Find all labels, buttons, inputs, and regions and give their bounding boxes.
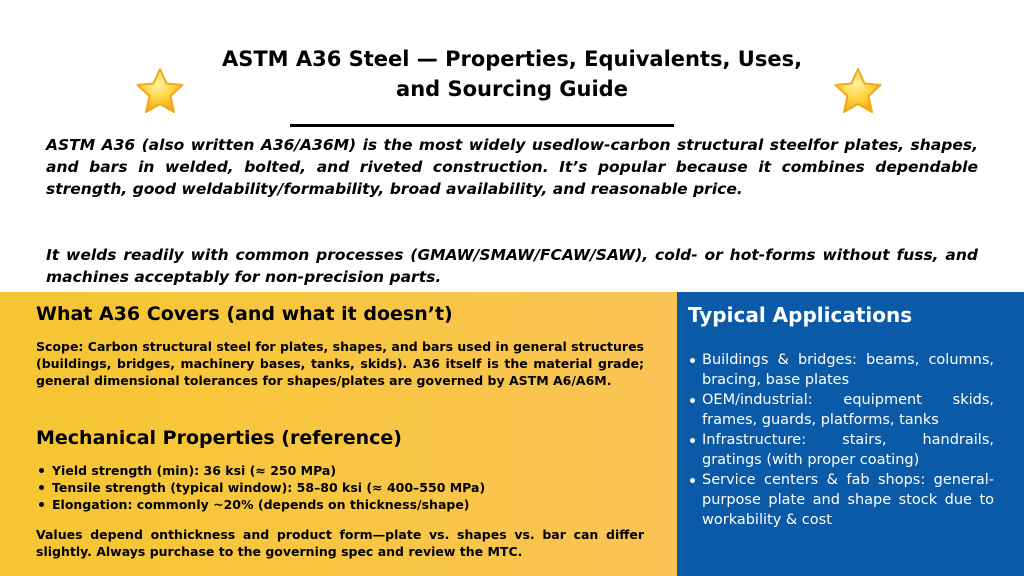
applications-heading: Typical Applications (688, 303, 913, 327)
coverage-heading: What A36 Covers (and what it doesn’t) (36, 303, 453, 325)
page-title: ASTM A36 Steel — Properties, Equivalents, Uses, and Sourcing Guide (221, 47, 803, 101)
star-icon (832, 66, 884, 116)
list-item: Buildings & bridges: beams, columns, bracing, base plates (688, 350, 994, 390)
applications-list (688, 350, 994, 530)
intro-paragraph: ASTM A36 (also written A36/A36M) is the most widely usedlow-carbon structural steelfor plates, shapes, and bars in welded, bolted, and riveted construction. It’s popular because it combines dependable strength, good weldability/formability, broad availability, and reasonable price. (46, 136, 978, 198)
title-underline (290, 124, 674, 127)
mechanical-list (36, 462, 656, 513)
mechanical-heading: Mechanical Properties (reference) (36, 427, 402, 449)
list-item: Yield strength (min): 36 ksi (≈ 250 MPa) (36, 462, 656, 479)
list-item: Service centers & fab shops: general-purpose plate and shape stock due to workability & cost (688, 470, 994, 530)
mechanical-note: Values depend onthickness and product form—plate vs. shapes vs. bar can differ slightly. Always purchase to the governing spec and review the MTC. (36, 527, 644, 559)
list-item: OEM/industrial: equipment skids, frames, guards, platforms, tanks (688, 390, 994, 430)
list-item: Elongation: commonly ~20% (depends on thickness/shape) (36, 496, 656, 513)
list-item: Tensile strength (typical window): 58–80 ksi (≈ 400–550 MPa) (36, 479, 656, 496)
star-icon (134, 66, 186, 116)
list-item: Infrastructure: stairs, handrails, gratings (with proper coating) (688, 430, 994, 470)
coverage-text: Scope: Carbon structural steel for plates, shapes, and bars used in general structures (buildings, bridges, machinery bases, tanks, skids). A36 itself is the material grade; general dimensional tolerances for shapes/plates are governed by ASTM A6/A6M. (36, 339, 644, 388)
intro-paragraph-2: It welds readily with common processes (GMAW/SMAW/FCAW/SAW), cold- or hot-forms without fuss, and machines acceptably for non-precision parts. (46, 246, 978, 286)
